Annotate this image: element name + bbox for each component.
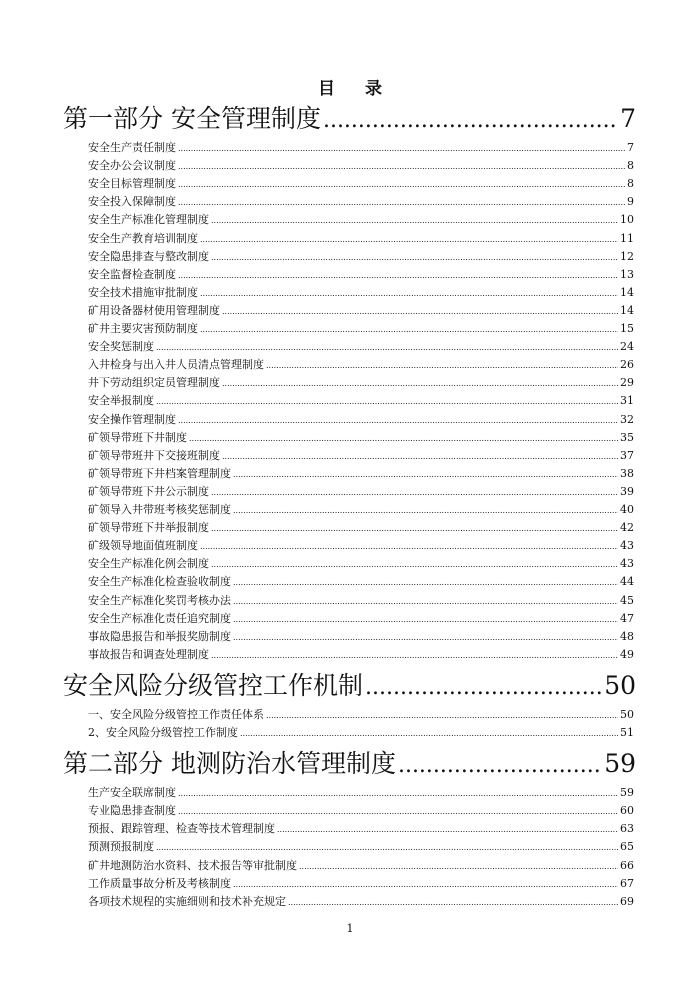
toc-entry[interactable]: [88, 266, 634, 284]
toc-entry-title: 事故隐患报告和举报奖励制度: [88, 629, 231, 643]
toc-leader-dots: [211, 248, 618, 267]
toc-leader-dots: [240, 724, 618, 743]
toc-entry[interactable]: [88, 157, 634, 175]
toc-entry-page: 65: [620, 840, 634, 854]
toc-entry-title: 安全风险分级管控工作机制: [63, 670, 364, 700]
toc-leader-dots: [200, 284, 618, 303]
toc-entry[interactable]: [88, 338, 634, 356]
toc-entry-title: 安全奖惩制度: [88, 340, 154, 354]
toc-entry-page: 24: [620, 340, 634, 354]
toc-leader-dots: [178, 411, 618, 430]
toc-leader-dots: [200, 537, 618, 556]
toc-entry-page: 67: [620, 876, 634, 890]
toc-entry-title: 矿领导带班下井举报制度: [88, 521, 209, 535]
toc-entry[interactable]: [88, 628, 634, 646]
toc-entry-page: 31: [620, 394, 634, 408]
toc-entry-page: 45: [620, 593, 634, 607]
toc-leader-dots: [233, 573, 618, 592]
toc-entry[interactable]: [88, 447, 634, 465]
toc-entry-page: 42: [620, 521, 634, 535]
toc-entry-title: 2、安全风险分级管控工作制度: [88, 726, 238, 739]
toc-entry-title: 安全生产责任制度: [88, 141, 176, 154]
toc-entry-page: 8: [627, 177, 634, 191]
toc-entry-title: 预报、跟踪管理、检查等技术管理制度: [88, 822, 275, 836]
toc-entry-title: 安全生产标准化例会制度: [88, 557, 209, 571]
toc-entry-page: 37: [620, 448, 634, 462]
toc-entry-title: 矿领导入井带班考核奖惩制度: [88, 503, 231, 516]
toc-leader-dots: [178, 802, 618, 821]
toc-entry-title: 工作质量事故分析及考核制度: [88, 876, 231, 890]
toc-entry-page: 12: [620, 249, 634, 263]
toc-entry-page: 50: [604, 670, 636, 700]
toc-entry[interactable]: [88, 706, 634, 724]
toc-entry[interactable]: [88, 724, 634, 742]
toc-leader-dots: [211, 483, 618, 502]
toc-entry[interactable]: [88, 392, 634, 410]
toc-entry-title: 矿领导带班井下交接班制度: [88, 448, 220, 462]
toc-entry-title: 矿用设备器材使用管理制度: [88, 303, 220, 317]
toc-entry[interactable]: [88, 193, 634, 211]
toc-entry[interactable]: [88, 139, 634, 157]
toc-entry-page: 8: [627, 159, 634, 173]
page-number: 1: [346, 922, 354, 935]
toc-entry-page: 14: [620, 285, 634, 299]
toc-leader-dots: [222, 374, 618, 393]
toc-leader-dots: [178, 139, 625, 158]
toc-entry[interactable]: [88, 302, 634, 320]
toc-entry[interactable]: [88, 284, 634, 302]
toc-entry-page: 59: [620, 786, 634, 800]
toc-leader-dots: [200, 320, 618, 339]
toc-leader-dots: [233, 610, 618, 629]
toc-leader-dots: [323, 101, 618, 139]
toc-entry-page: 47: [620, 611, 634, 625]
toc-leader-dots: [211, 555, 618, 574]
toc-entry[interactable]: [88, 483, 634, 501]
toc-entry-title: 各项技术规程的实施细则和技术补充规定: [88, 894, 286, 908]
toc-leader-dots: [178, 157, 625, 176]
toc-leader-dots: [233, 875, 618, 894]
toc-entry[interactable]: [88, 592, 634, 610]
toc-entry-page: 48: [620, 629, 634, 643]
toc-entry[interactable]: [88, 555, 634, 573]
toc-entry-title: 井下劳动组织定员管理制度: [88, 376, 220, 390]
toc-entry-title: 安全技术措施审批制度: [88, 285, 198, 299]
toc-entry[interactable]: [88, 230, 634, 248]
toc-leader-dots: [156, 338, 618, 357]
toc-entry[interactable]: [88, 501, 634, 519]
toc-entry[interactable]: [88, 374, 634, 392]
toc-entry[interactable]: [88, 519, 634, 537]
toc-entry-page: 13: [620, 267, 634, 281]
toc-entry-page: 29: [620, 376, 634, 390]
toc-entry-title: 安全办公会议制度: [88, 159, 176, 173]
toc-entry-page: 39: [620, 484, 634, 498]
toc-entry-title: 第一部分 安全管理制度: [63, 104, 321, 133]
toc-entry-title: 矿井主要灾害预防制度: [88, 322, 198, 335]
toc-entry-page: 63: [620, 822, 634, 836]
toc-leader-dots: [233, 465, 618, 484]
toc-leader-dots: [211, 646, 618, 665]
toc-entry-title: 安全生产标准化责任追究制度: [88, 611, 231, 625]
toc-leader-dots: [178, 784, 618, 803]
toc-entry-page: 9: [627, 195, 634, 209]
toc-leader-dots: [365, 668, 602, 706]
toc-entry-page: 66: [620, 858, 634, 872]
toc-entry[interactable]: [88, 857, 634, 875]
toc-entry-page: 14: [620, 303, 634, 317]
toc-entry[interactable]: [88, 537, 634, 555]
toc-entry-page: 60: [620, 804, 634, 818]
toc-entry-title: 安全生产教育培训制度: [88, 231, 198, 245]
toc-section-entry[interactable]: [63, 101, 636, 137]
toc-entry-page: 44: [620, 575, 634, 589]
toc-leader-dots: [178, 175, 625, 194]
toc-entry-title: 第二部分 地测防治水管理制度: [63, 749, 396, 779]
toc-leader-dots: [178, 266, 618, 285]
toc-leader-dots: [266, 356, 618, 375]
toc-leader-dots: [398, 746, 602, 784]
toc-leader-dots: [288, 893, 618, 912]
toc-title: 目 录: [318, 79, 394, 99]
toc-entry-title: 事故报告和调查处理制度: [88, 647, 209, 661]
toc-entry[interactable]: [88, 356, 634, 374]
toc-entry[interactable]: [88, 784, 634, 802]
toc-leader-dots: [233, 501, 618, 520]
toc-entry-title: 安全生产标准化奖罚考核办法: [88, 593, 231, 607]
toc-entry[interactable]: [88, 802, 634, 820]
toc-entry-page: 43: [620, 557, 634, 571]
toc-entry-page: 38: [620, 466, 634, 480]
toc-entry-title: 安全目标管理制度: [88, 177, 176, 191]
toc-entry-title: 预测预报制度: [88, 840, 154, 854]
toc-entry-page: 51: [620, 726, 634, 739]
toc-entry-title: 安全投入保障制度: [88, 195, 176, 209]
toc-entry-title: 矿井地测防治水资料、技术报告等审批制度: [88, 858, 297, 872]
toc-entry-page: 32: [620, 412, 634, 426]
toc-entry-title: 入井检身与出入井人员清点管理制度: [88, 358, 264, 372]
toc-entry-title: 矿级领导地面值班制度: [88, 539, 198, 553]
toc-leader-dots: [178, 193, 625, 212]
toc-leader-dots: [156, 838, 618, 857]
toc-entry-page: 49: [620, 647, 634, 661]
toc-leader-dots: [156, 392, 618, 411]
toc-entry[interactable]: [88, 893, 634, 911]
toc-entry-page: 7: [620, 104, 636, 133]
toc-leader-dots: [222, 302, 618, 321]
toc-entry[interactable]: [88, 820, 634, 838]
toc-entry-page: 69: [620, 894, 634, 908]
toc-leader-dots: [299, 857, 618, 876]
toc-entry-title: 矿领导带班下井档案管理制度: [88, 466, 231, 480]
toc-entry[interactable]: [88, 211, 634, 229]
toc-entry-title: 专业隐患排查制度: [88, 804, 176, 818]
toc-entry-title: 一、安全风险分级管控工作责任体系: [88, 707, 264, 721]
toc-entry-title: 安全生产标准化管理制度: [88, 213, 209, 227]
toc-entry-title: 安全生产标准化检查验收制度: [88, 575, 231, 589]
toc-entry[interactable]: [88, 646, 634, 664]
toc-entry-page: 15: [620, 322, 634, 335]
toc-entry-page: 11: [620, 231, 634, 245]
toc-entry[interactable]: [88, 838, 634, 856]
toc-entry[interactable]: [88, 875, 634, 893]
toc-entry-title: 矿领导带班下井公示制度: [88, 484, 209, 498]
toc-leader-dots: [233, 592, 618, 611]
toc-entry[interactable]: [88, 465, 634, 483]
toc-section-entry[interactable]: [63, 668, 636, 704]
toc-entry[interactable]: [88, 175, 634, 193]
toc-entry-page: 10: [620, 213, 634, 227]
toc-section-entry[interactable]: [63, 746, 636, 782]
toc-entry-page: 50: [620, 707, 634, 721]
toc-leader-dots: [211, 519, 618, 538]
toc-leader-dots: [233, 628, 618, 647]
toc-entry-title: 安全举报制度: [88, 394, 154, 408]
toc-entry-title: 安全操作管理制度: [88, 412, 176, 426]
toc-entry-page: 59: [604, 749, 636, 779]
toc-entry[interactable]: [88, 429, 634, 447]
toc-entry-page: 40: [620, 503, 634, 516]
toc-entry[interactable]: [88, 411, 634, 429]
toc-entry-title: 安全隐患排查与整改制度: [88, 249, 209, 263]
toc-leader-dots: [200, 230, 618, 249]
toc-leader-dots: [277, 820, 618, 839]
toc-entry[interactable]: [88, 573, 634, 591]
toc-entry[interactable]: [88, 610, 634, 628]
toc-entry-page: 43: [620, 539, 634, 553]
toc-entry-title: 矿领导带班下井制度: [88, 430, 187, 444]
toc-entry-page: 26: [620, 358, 634, 372]
toc-entry-title: 安全监督检查制度: [88, 267, 176, 281]
toc-entry[interactable]: [88, 320, 634, 338]
toc-leader-dots: [266, 706, 618, 725]
toc-entry-page: 35: [620, 430, 634, 444]
toc-entry[interactable]: [88, 248, 634, 266]
toc-leader-dots: [211, 211, 618, 230]
toc-leader-dots: [222, 447, 618, 466]
toc-entry-title: 生产安全联席制度: [88, 786, 176, 800]
toc-leader-dots: [189, 429, 618, 448]
toc-entry-page: 7: [627, 141, 634, 154]
